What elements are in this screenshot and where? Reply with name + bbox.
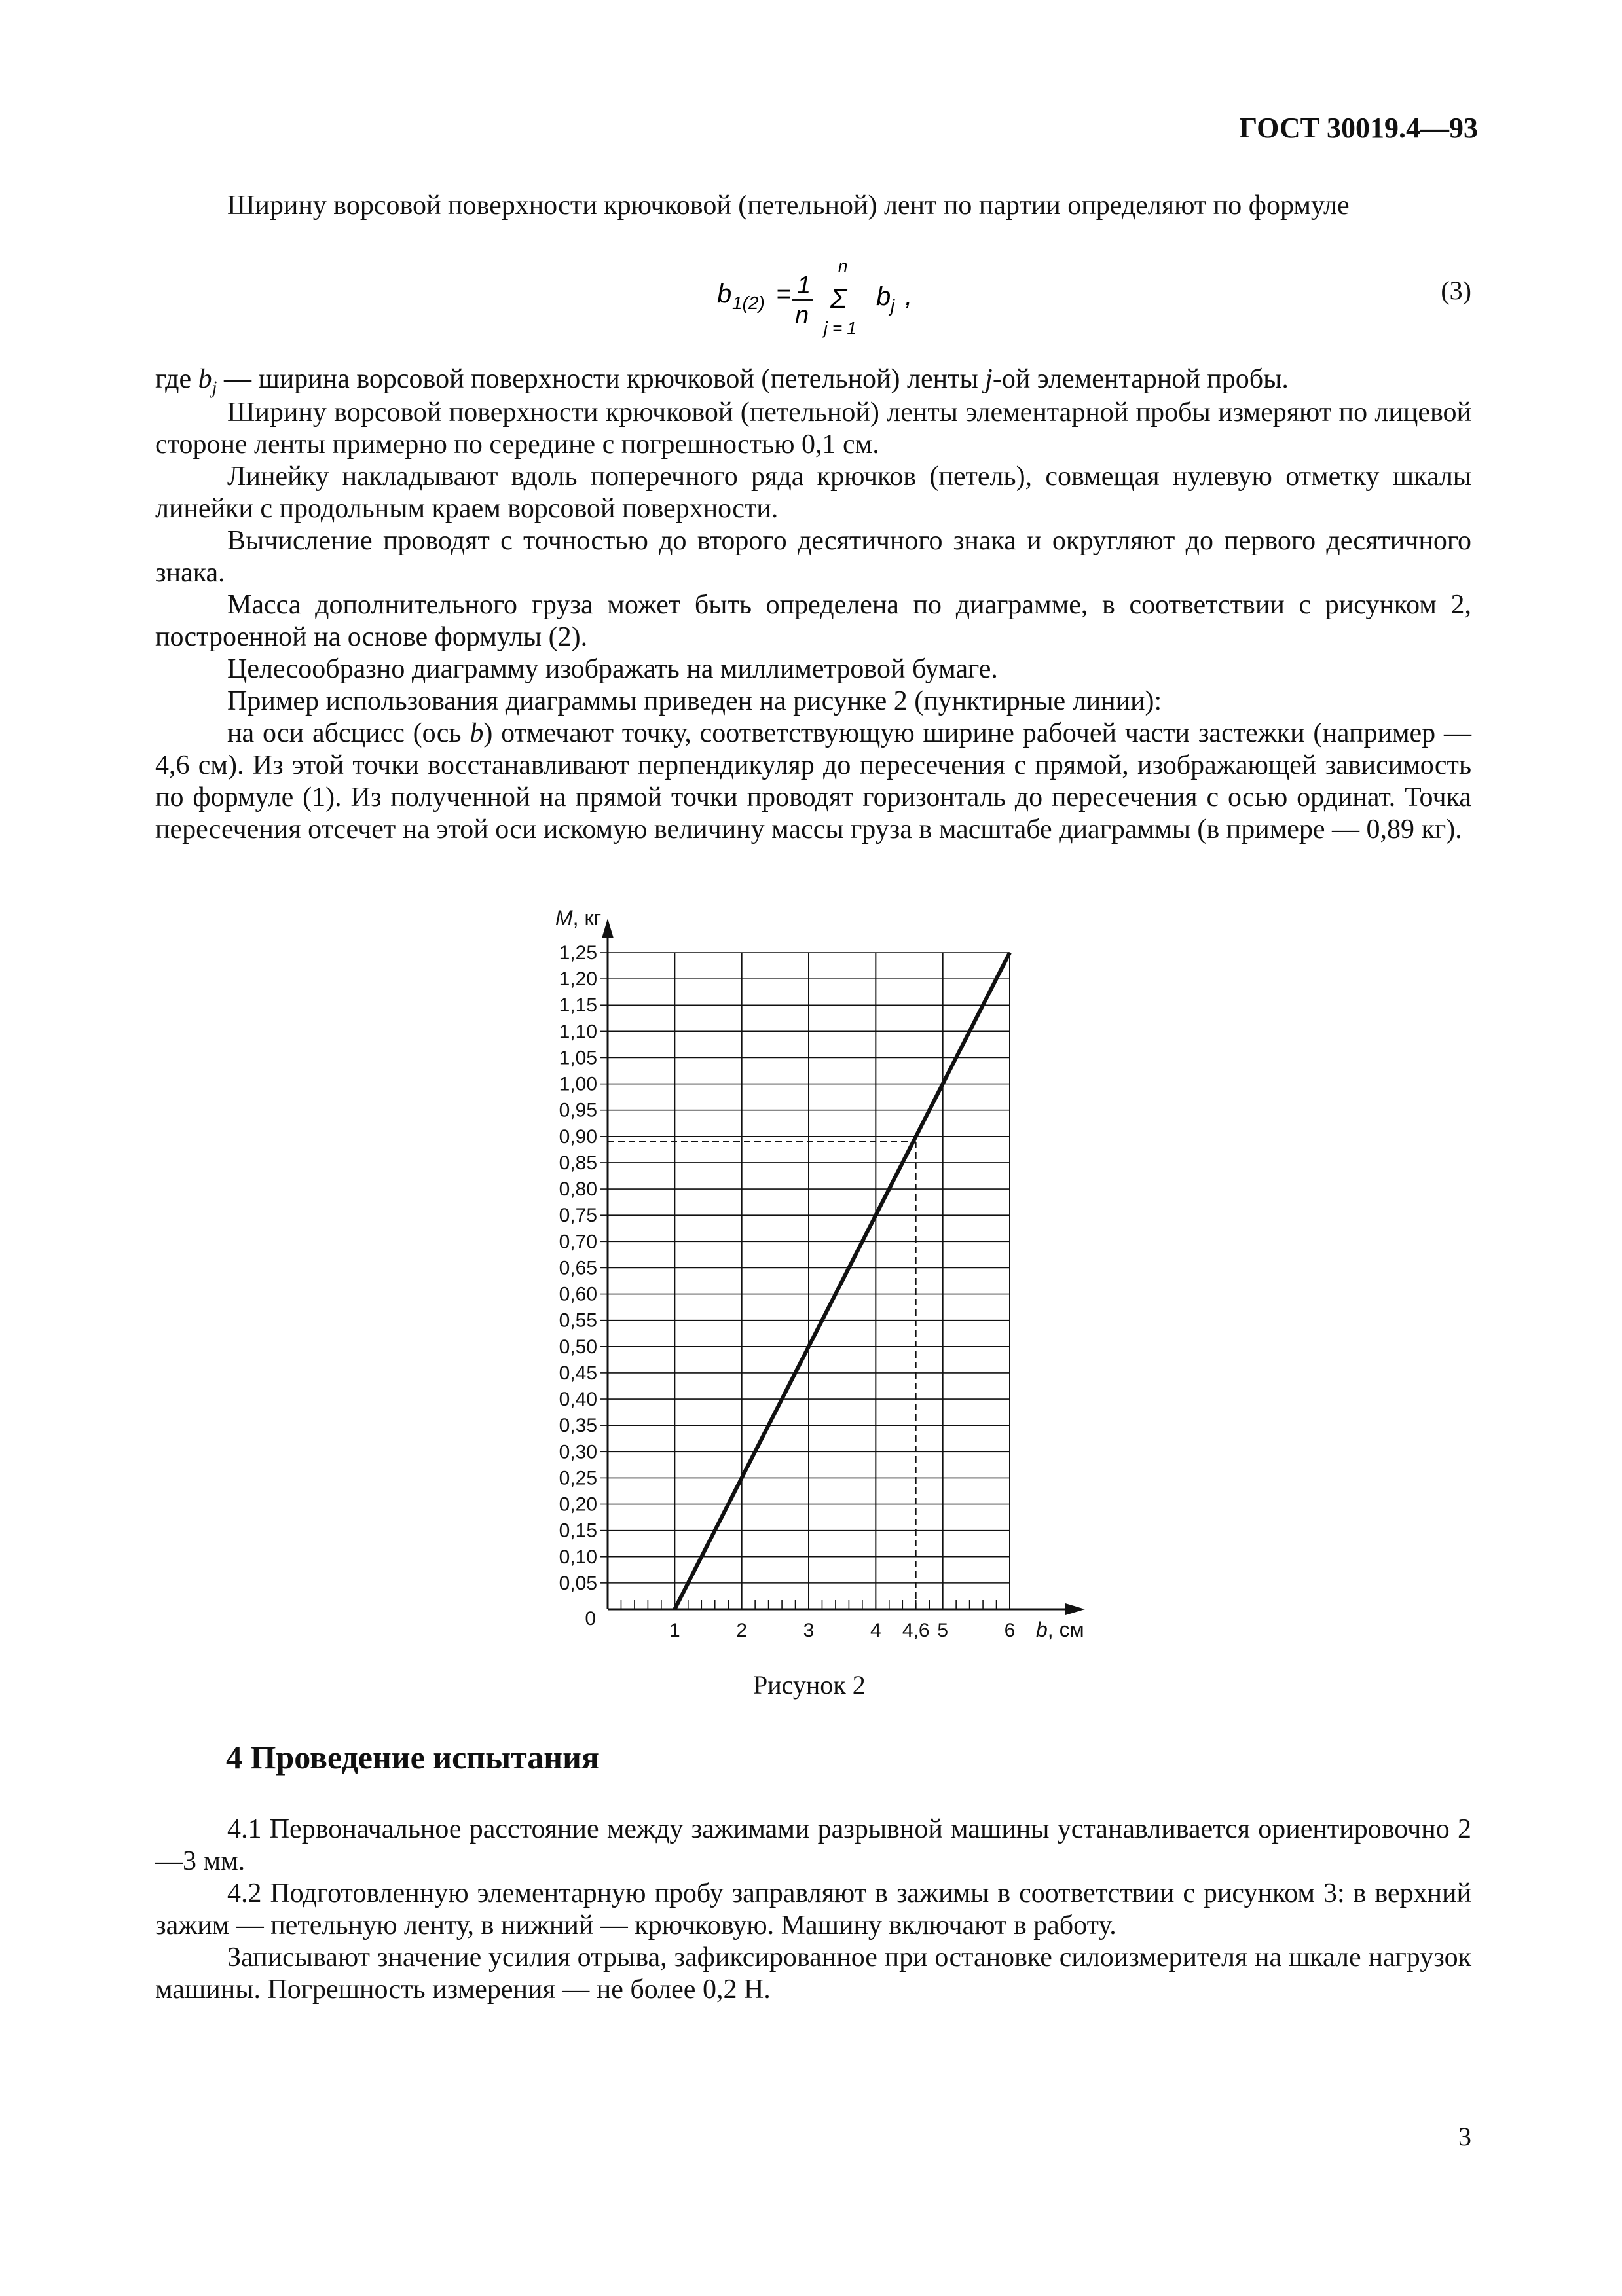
y-tick-label: 0,15 [559, 1520, 597, 1542]
section-heading: 4 Проведение испытания [226, 1739, 599, 1776]
paragraph-7-axis: b [470, 718, 484, 748]
where-prefix: где [155, 364, 198, 394]
x-axis-arrow [1065, 1603, 1085, 1615]
x-axis-unit: , см [1047, 1618, 1084, 1641]
paragraph-5: Целесообразно диаграмму изображать на миллиметровой бумаге. [227, 654, 998, 684]
formula-svg [714, 255, 923, 347]
paragraph-3: Вычисление проводят с точностью до второго десятичного знака и округляют до первого десятичного знака. [155, 526, 1471, 588]
paragraph-7-a: на оси абсцисс (ось [227, 718, 470, 748]
y-tick-label: 1,20 [559, 968, 597, 991]
y-tick-label: 0,10 [559, 1546, 597, 1568]
y-tick-label: 0,60 [559, 1283, 597, 1305]
y-tick-label: 0,75 [559, 1205, 597, 1227]
x-axis-label [1036, 1618, 1084, 1641]
y-tick-label: 1,05 [559, 1047, 597, 1069]
figure-2-chart [511, 897, 1133, 1656]
y-tick-label: 0,90 [559, 1125, 597, 1148]
formula-term: b [876, 282, 891, 311]
intro-paragraph: Ширину ворсовой поверхности крючковой (петельной) лент по партии определяют по формуле [227, 191, 1350, 221]
where-j: j [985, 364, 993, 394]
origin-label: 0 [585, 1608, 596, 1630]
x-tick-label: 3 [803, 1620, 815, 1641]
y-tick-label: 1,00 [559, 1073, 597, 1095]
section-paragraph-3: Записывают значение усилия отрыва, зафиксированное при остановке силоизмерителя на шкале нагрузок машины. Погрешность измерения — не более 0,2 Н. [155, 1942, 1471, 2005]
y-tick-label: 0,40 [559, 1389, 597, 1411]
formula-term-sub: j [891, 295, 895, 316]
x-tick-label: 4 [870, 1620, 881, 1641]
paragraph-6: Пример использования диаграммы приведен на рисунке 2 (пунктирные линии): [227, 686, 1162, 716]
formula-eq: = [776, 280, 792, 308]
formula-den: n [795, 302, 809, 329]
figure-caption: Рисунок 2 [753, 1670, 866, 1700]
y-tick-label: 0,70 [559, 1231, 597, 1253]
paragraph-4: Масса дополнительного груза может быть определена по диаграмме, в соответствии с рисунком 2, построенной на основе формулы (2). [155, 590, 1471, 652]
document-header: ГОСТ 30019.4—93 [1239, 112, 1478, 144]
where-var: b [198, 364, 212, 394]
y-tick-label: 1,25 [559, 942, 597, 964]
y-axis-unit: , кг [572, 906, 602, 930]
section-paragraph-2: 4.2 Подготовленную элементарную пробу заправляют в зажимы в соответствии с рисунком 3: в верхний зажим — петельную ленту, в нижний — крючковую. Машину включают в работу. [155, 1878, 1471, 1941]
paragraph-7-b: ) отмечают точку, соответствующую ширине рабочей части застежки (например — 4,6 см). Из этой точки восстанавливают перпендикуляр до пересечения с прямой, изображающей зависимость по формуле (1). Из полученной на прямой точки проводят горизонталь до пересечения с осью ординат. Точка пересечения отсечет на этой оси искомую величину массы груза в масштабе диаграммы (в примере — 0,89 кг). [155, 718, 1471, 845]
y-tick-label: 0,05 [559, 1572, 597, 1594]
formula-lower: j = 1 [824, 318, 857, 338]
x-tick-label: 6 [1004, 1620, 1016, 1641]
where-var-sub: j [212, 378, 217, 399]
y-tick-label: 0,65 [559, 1257, 597, 1279]
formula-comma: , [905, 282, 913, 311]
series-layer [674, 953, 1010, 1609]
formula-3 [714, 255, 923, 354]
paragraph-1: Ширину ворсовой поверхности крючковой (петельной) ленты элементарной пробы измеряют по лицевой стороне ленты примерно по середине с погрешностью 0,1 см. [155, 397, 1471, 460]
y-tick-label: 0,45 [559, 1362, 597, 1384]
section-paragraph-1: 4.1 Первоначальное расстояние между зажимами разрывной машины устанавливается ориентировочно 2—3 мм. [155, 1814, 1471, 1876]
formula-sigma: Σ [830, 283, 847, 314]
labels-layer [555, 906, 1084, 1641]
x-axis-var: b [1036, 1618, 1048, 1641]
paragraph-7 [155, 718, 1471, 846]
formula-num: 1 [797, 272, 811, 299]
example-layer [608, 1142, 916, 1609]
equation-number: (3) [1441, 276, 1471, 305]
formula-upper: n [838, 256, 848, 276]
y-tick-label: 0,30 [559, 1441, 597, 1463]
x-tick-label: 5 [937, 1620, 949, 1641]
y-tick-label: 0,80 [559, 1178, 597, 1201]
where-text2: -ой элементарной пробы. [992, 364, 1289, 394]
x-tick-label: 4,6 [902, 1620, 930, 1641]
y-tick-label: 0,25 [559, 1467, 597, 1489]
grid-layer [600, 953, 1010, 1609]
y-axis-label [555, 906, 601, 930]
x-tick-label: 2 [736, 1620, 748, 1641]
y-tick-label: 0,20 [559, 1493, 597, 1516]
where-text1: — ширина ворсовой поверхности крючковой (петельной) ленты [217, 364, 986, 394]
y-tick-label: 0,35 [559, 1415, 597, 1437]
y-axis-arrow [602, 919, 614, 938]
page-number: 3 [1458, 2122, 1471, 2151]
series-line [674, 953, 1010, 1609]
formula-lhs-sub: 1(2) [732, 293, 765, 313]
y-tick-label: 1,10 [559, 1021, 597, 1043]
y-tick-label: 0,85 [559, 1152, 597, 1174]
y-tick-label: 1,15 [559, 994, 597, 1017]
formula-lhs: b [717, 280, 732, 308]
y-tick-label: 0,55 [559, 1309, 597, 1332]
x-tick-label: 1 [669, 1620, 680, 1641]
paragraph-2: Линейку накладывают вдоль поперечного ряда крючков (петель), совмещая нулевую отметку шкалы линейки с продольным краем ворсовой поверхности. [155, 462, 1471, 524]
y-axis-var: M [555, 906, 573, 930]
y-tick-label: 0,50 [559, 1336, 597, 1358]
y-tick-label: 0,95 [559, 1099, 597, 1121]
